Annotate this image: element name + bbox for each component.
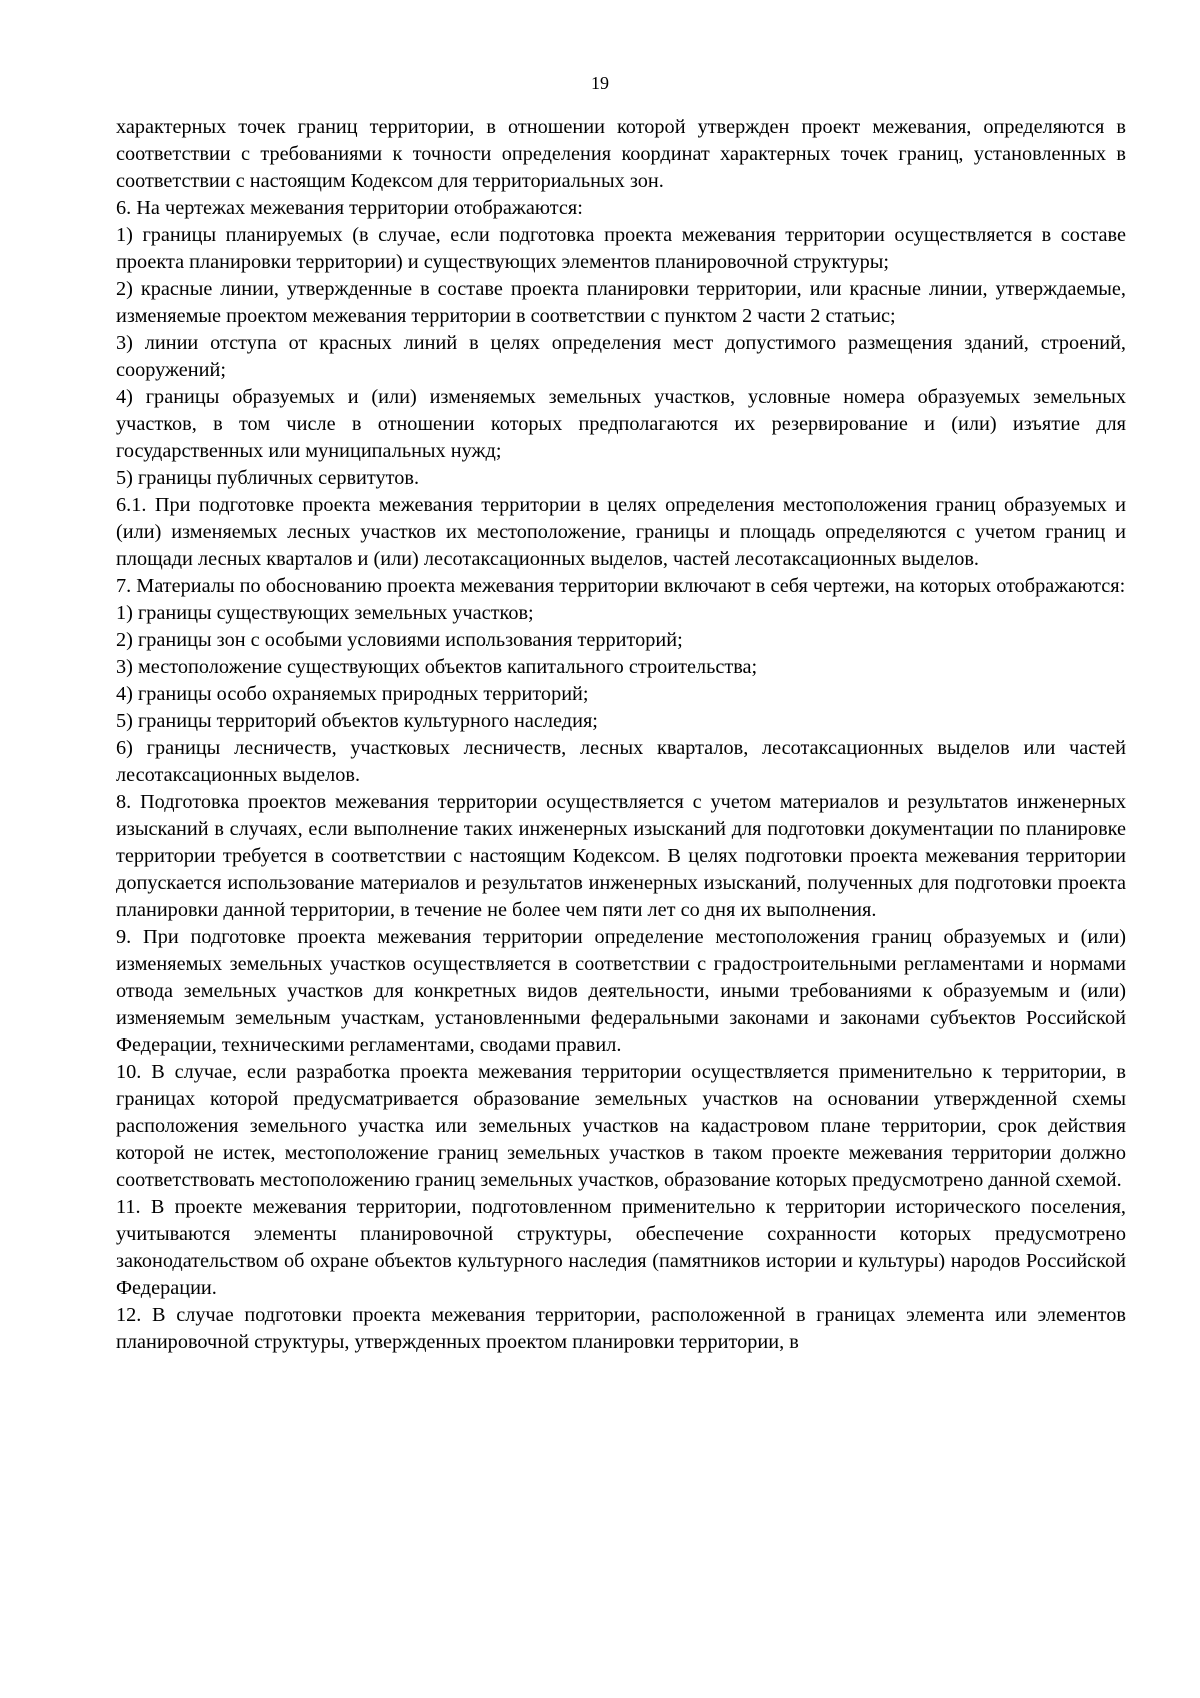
paragraph-6: 6. На чертежах межевания территории отображаются:	[116, 197, 583, 219]
paragraph-6-item-5: 5) границы публичных сервитутов.	[116, 467, 420, 489]
paragraph-10: 10. В случае, если разработка проекта межевания территории осуществляется применительно к территории, в границах которой предусматривается образование земельных участков на основании утвержденной схемы расположения земельного участка или земельных участков на кадастровом плане территории, срок действия которой не истек, местоположение границ земельных участков в таком проекте межевания территории должно соответствовать местоположению границ земельных участков, образование которых предусмотрено данной схемой.	[116, 1061, 1126, 1191]
paragraph-8: 8. Подготовка проектов межевания территории осуществляется с учетом материалов и результатов инженерных изысканий в случаях, если выполнение таких инженерных изысканий для подготовки документации по планировке территории требуется в соответствии с настоящим Кодексом. В целях подготовки проекта межевания территории допускается использование материалов и результатов инженерных изысканий, полученных для подготовки проекта планировки данной территории, в течение не более чем пяти лет со дня их выполнения.	[116, 791, 1126, 921]
paragraph-12: 12. В случае подготовки проекта межевания территории, расположенной в границах элемента или элементов планировочной структуры, утвержденных проектом планировки территории, в	[116, 1304, 1126, 1353]
paragraph-11: 11. В проекте межевания территории, подготовленном применительно к территории исторического поселения, учитываются элементы планировочной структуры, обеспечение сохранности которых предусмотрено законодательством об охране объектов культурного наследия (памятников истории и культуры) народов Российской Федерации.	[116, 1196, 1126, 1299]
paragraph-continuation: характерных точек границ территории, в отношении которой утвержден проект межевания, определяются в соответствии с требованиями к точности определения координат характерных точек границ, установленных в соответствии с настоящим Кодексом для территориальных зон.	[116, 116, 1126, 192]
paragraph-9: 9. При подготовке проекта межевания территории определение местоположения границ образуемых и (или) изменяемых земельных участков осуществляется в соответствии с градостроительными регламентами и нормами отвода земельных участков для конкретных видов деятельности, иными требованиями к образуемым и (или) изменяемым земельным участкам, установленными федеральными законами и законами субъектов Российской Федерации, техническими регламентами, сводами правил.	[116, 926, 1126, 1056]
document-body	[116, 114, 1126, 1356]
paragraph-7-item-6: 6) границы лесничеств, участковых лесничеств, лесных кварталов, лесотаксационных выделов или частей лесотаксационных выделов.	[116, 737, 1126, 786]
paragraph-7-item-3: 3) местоположение существующих объектов капитального строительства;	[116, 656, 758, 678]
paragraph-7: 7. Материалы по обоснованию проекта межевания территории включают в себя чертежи, на которых отображаются:	[116, 575, 1126, 597]
paragraph-6-item-3: 3) линии отступа от красных линий в целях определения мест допустимого размещения зданий, строений, сооружений;	[116, 332, 1126, 381]
paragraph-6-item-4: 4) границы образуемых и (или) изменяемых земельных участков, условные номера образуемых земельных участков, в том числе в отношении которых предполагаются их резервирование и (или) изъятие для государственных или муниципальных нужд;	[116, 386, 1126, 462]
paragraph-7-item-2: 2) границы зон с особыми условиями использования территорий;	[116, 629, 683, 651]
paragraph-6-1: 6.1. При подготовке проекта межевания территории в целях определения местоположения границ образуемых и (или) изменяемых лесных участков их местоположение, границы и площадь определяются с учетом границ и площади лесных кварталов и (или) лесотаксационных выделов, частей лесотаксационных выделов.	[116, 494, 1126, 570]
paragraph-7-item-4: 4) границы особо охраняемых природных территорий;	[116, 683, 589, 705]
paragraph-6-item-2: 2) красные линии, утвержденные в составе проекта планировки территории, или красные линии, утверждаемые, изменяемые проектом межевания территории в соответствии с пунктом 2 части 2 статьис;	[116, 278, 1126, 327]
paragraph-7-item-5: 5) границы территорий объектов культурного наследия;	[116, 710, 598, 732]
paragraph-7-item-1: 1) границы существующих земельных участков;	[116, 602, 534, 624]
paragraph-6-item-1: 1) границы планируемых (в случае, если подготовка проекта межевания территории осуществляется в составе проекта планировки территории) и существующих элементов планировочной структуры;	[116, 224, 1126, 273]
page-number: 19	[591, 73, 609, 93]
